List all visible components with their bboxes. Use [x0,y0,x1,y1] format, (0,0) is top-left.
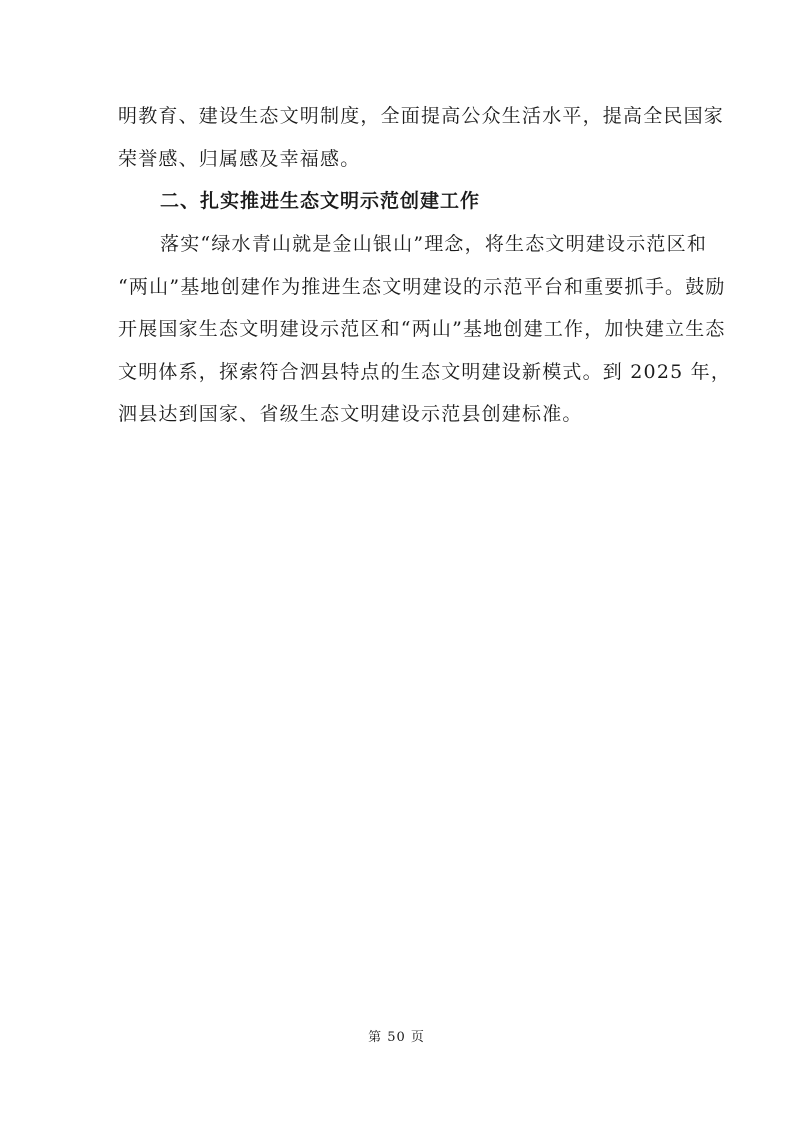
paragraph-line: 泗县达到国家、省级生态文明建设示范县创建标准。 [118,403,583,425]
paragraph-line: 荣誉感、归属感及幸福感。 [118,148,361,170]
paragraph-line: 落实“绿水青山就是金山银山”理念，将生态文明建设示范区和 [160,233,708,255]
paragraph-line: “两山”基地创建作为推进生态文明建设的示范平台和重要抓手。鼓励 [118,276,726,298]
page-number: 第 50 页 [368,1030,425,1045]
section-heading: 二、扎实推进生态文明示范创建工作 [160,190,481,212]
paragraph-line: 文明体系，探索符合泗县特点的生态文明建设新模式。到 2025 年， [118,361,732,383]
paragraph-line: 明教育、建设生态文明制度，全面提高公众生活水平，提高全民国家 [118,105,725,127]
paragraph-line: 开展国家生态文明建设示范区和“两山”基地创建工作，加快建立生态 [118,318,726,340]
